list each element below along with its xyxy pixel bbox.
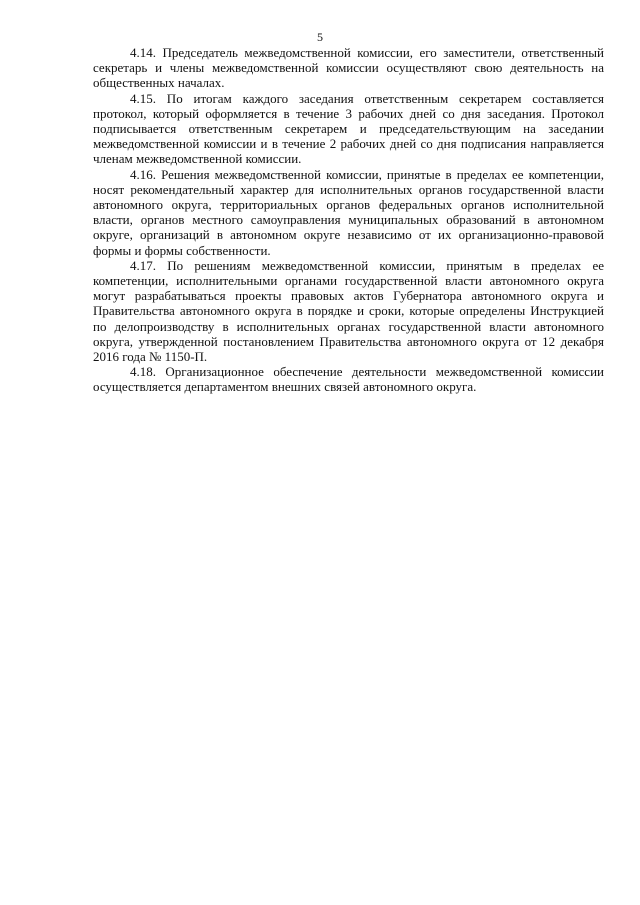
page-number: 5 [317, 30, 323, 44]
document-body [93, 45, 604, 395]
paragraph-4-15: 4.15. По итогам каждого заседания ответственным секретарем составляется протокол, который оформляется в течение 3 рабочих дней со дня заседания. Протокол подписывается ответственным секретарем и председательствующим на заседании межведомственной комиссии и в течение 2 рабочих дней со дня подписания направляется членам межведомственной комиссии. [93, 90, 604, 167]
paragraph-4-16: 4.16. Решения межведомственной комиссии, принятые в пределах ее компетенции, носят рекомендательный характер для исполнительных органов государственной власти автономного округа, территориальных органов федеральных органов исполнительной власти, органов местного самоуправления муниципальных образований в автономном округе, организаций в автономном округе независимо от их организационно-правовой формы и формы собственности. [93, 166, 604, 258]
paragraph-4-18: 4.18. Организационное обеспечение деятельности межведомственной комиссии осуществляется департаментом внешних связей автономного округа. [93, 364, 604, 395]
paragraph-4-14: 4.14. Председатель межведомственной комиссии, его заместители, ответственный секретарь и члены межведомственной комиссии осуществляют свою деятельность на общественных началах. [93, 45, 604, 91]
paragraph-4-17: 4.17. По решениям межведомственной комиссии, принятым в пределах ее компетенции, исполнительными органами государственной власти автономного округа могут разрабатываться проекты правовых актов Губернатора автономного округа и Правительства автономного округа в порядке и сроки, которые определены Инструкцией по делопроизводству в исполнительных органах государственной власти автономного округа, утвержденной постановлением Правительства автономного округа от 12 декабря 2016 года № 1150-П. [93, 257, 604, 365]
